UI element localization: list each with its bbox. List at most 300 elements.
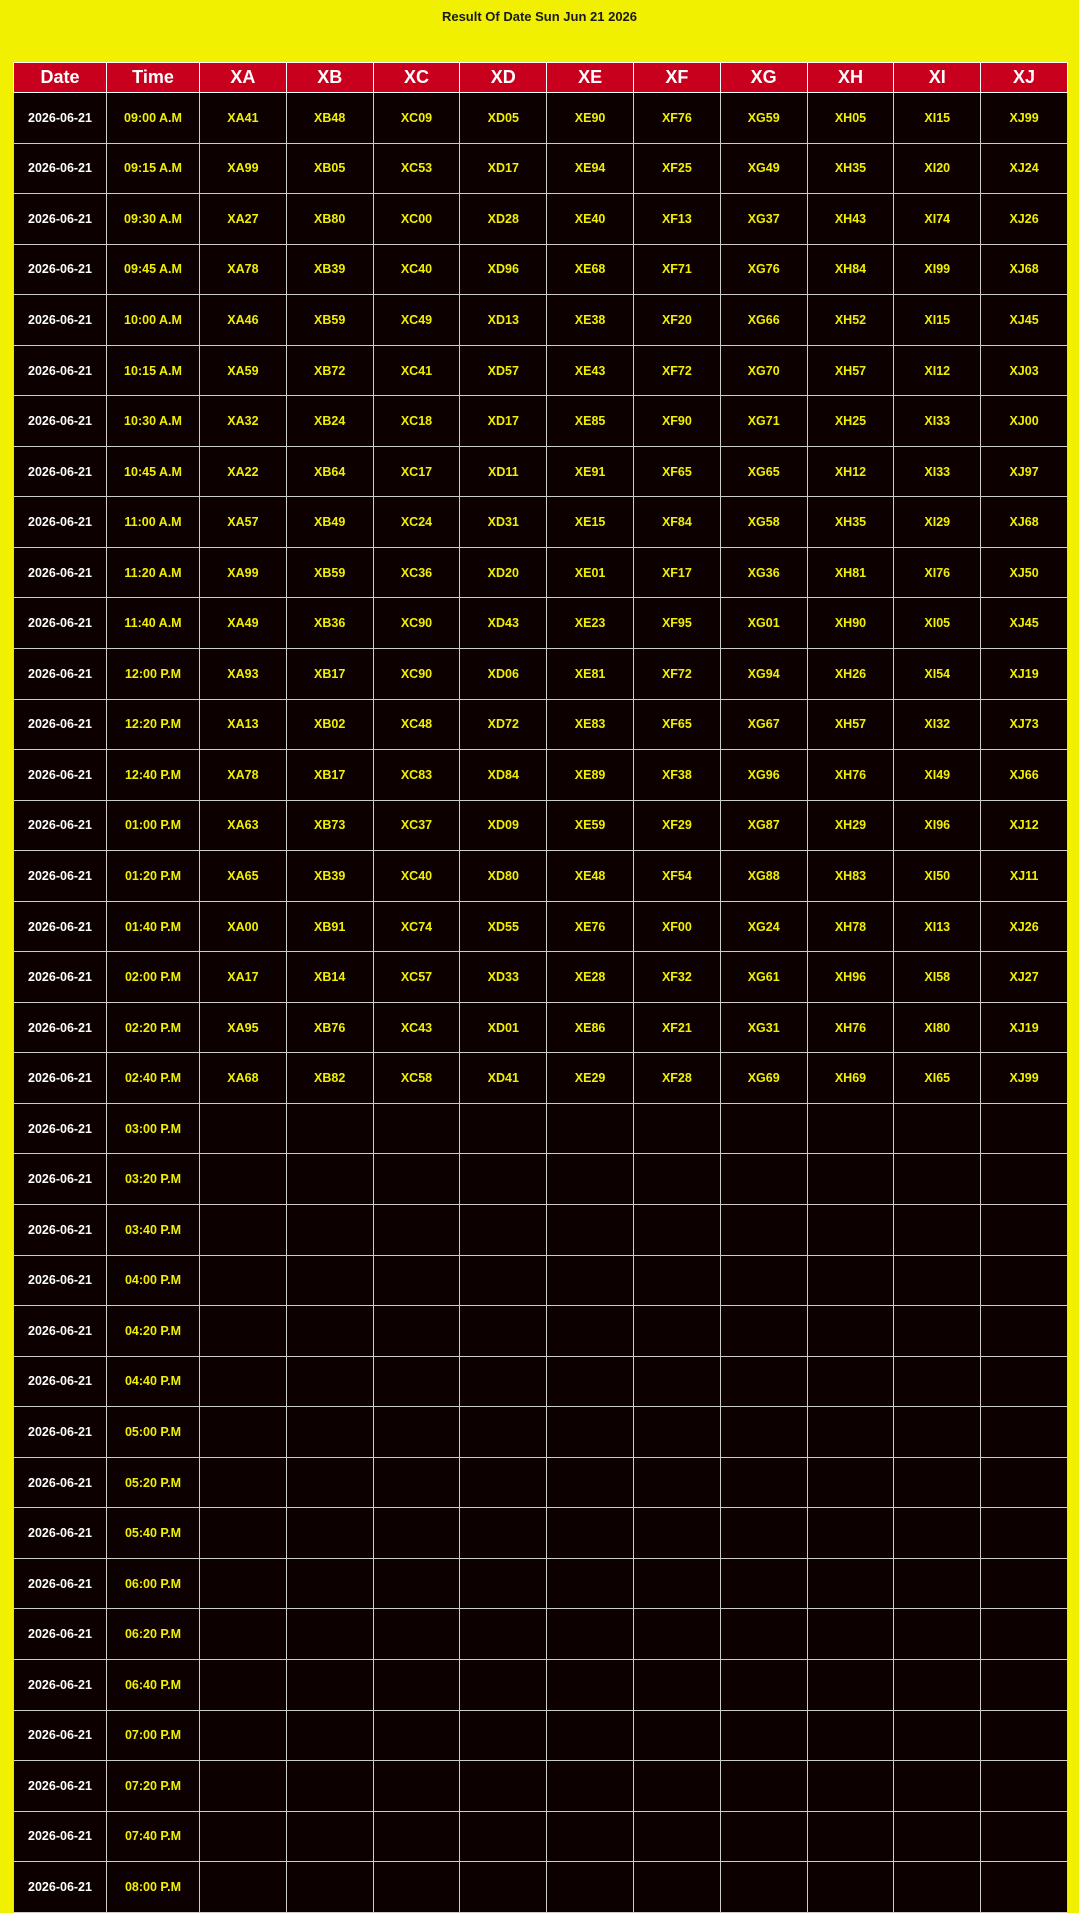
result-cell <box>460 1558 547 1609</box>
result-cell: XD33 <box>460 952 547 1003</box>
result-cell <box>200 1710 287 1761</box>
date-cell: 2026-06-21 <box>14 1255 107 1306</box>
result-cell: XC83 <box>373 750 460 801</box>
column-header-xi: XI <box>894 63 981 93</box>
result-cell: XF54 <box>633 851 720 902</box>
result-cell: XI65 <box>894 1053 981 1104</box>
result-cell <box>807 1306 894 1357</box>
result-cell: XD20 <box>460 547 547 598</box>
result-cell: XG94 <box>720 649 807 700</box>
result-cell: XB39 <box>286 244 373 295</box>
date-cell: 2026-06-21 <box>14 1558 107 1609</box>
result-cell: XG76 <box>720 244 807 295</box>
result-cell: XE23 <box>547 598 634 649</box>
result-cell: XF32 <box>633 952 720 1003</box>
result-cell: XJ24 <box>981 143 1068 194</box>
date-cell: 2026-06-21 <box>14 901 107 952</box>
result-cell <box>286 1558 373 1609</box>
result-cell: XH69 <box>807 1053 894 1104</box>
result-cell: XD57 <box>460 345 547 396</box>
result-cell <box>720 1558 807 1609</box>
date-cell: 2026-06-21 <box>14 1103 107 1154</box>
date-cell: 2026-06-21 <box>14 194 107 245</box>
date-cell: 2026-06-21 <box>14 1508 107 1559</box>
result-cell: XH96 <box>807 952 894 1003</box>
result-cell: XC49 <box>373 295 460 346</box>
result-cell: XH78 <box>807 901 894 952</box>
date-cell: 2026-06-21 <box>14 93 107 144</box>
result-cell <box>460 1255 547 1306</box>
result-cell <box>373 1710 460 1761</box>
result-cell <box>373 1508 460 1559</box>
result-cell: XB64 <box>286 446 373 497</box>
result-cell: XD96 <box>460 244 547 295</box>
result-cell <box>807 1103 894 1154</box>
time-cell: 07:00 P.M <box>107 1710 200 1761</box>
result-cell: XD55 <box>460 901 547 952</box>
result-cell: XA99 <box>200 547 287 598</box>
result-cell: XD09 <box>460 800 547 851</box>
table-row <box>14 952 1068 1003</box>
result-cell: XA22 <box>200 446 287 497</box>
result-cell <box>200 1558 287 1609</box>
table-row <box>14 1205 1068 1256</box>
result-cell <box>200 1761 287 1812</box>
result-cell: XH29 <box>807 800 894 851</box>
result-cell: XF20 <box>633 295 720 346</box>
result-cell <box>633 1659 720 1710</box>
result-cell: XH81 <box>807 547 894 598</box>
result-cell: XF29 <box>633 800 720 851</box>
table-row <box>14 1002 1068 1053</box>
result-cell: XE81 <box>547 649 634 700</box>
result-cell <box>894 1205 981 1256</box>
time-cell: 06:20 P.M <box>107 1609 200 1660</box>
result-cell: XJ50 <box>981 547 1068 598</box>
result-cell: XG87 <box>720 800 807 851</box>
result-cell <box>286 1457 373 1508</box>
result-cell <box>894 1407 981 1458</box>
table-row <box>14 1154 1068 1205</box>
date-cell: 2026-06-21 <box>14 1306 107 1357</box>
result-cell: XB91 <box>286 901 373 952</box>
result-cell <box>200 1407 287 1458</box>
result-cell <box>200 1154 287 1205</box>
result-cell: XE83 <box>547 699 634 750</box>
result-cell <box>373 1255 460 1306</box>
result-cell: XF17 <box>633 547 720 598</box>
result-cell <box>633 1761 720 1812</box>
result-cell <box>807 1508 894 1559</box>
result-cell: XG58 <box>720 497 807 548</box>
date-cell: 2026-06-21 <box>14 1407 107 1458</box>
time-cell: 03:20 P.M <box>107 1154 200 1205</box>
result-cell <box>547 1558 634 1609</box>
time-cell: 10:00 A.M <box>107 295 200 346</box>
result-cell <box>720 1761 807 1812</box>
table-row <box>14 598 1068 649</box>
time-cell: 04:40 P.M <box>107 1356 200 1407</box>
table-row <box>14 194 1068 245</box>
result-cell <box>720 1205 807 1256</box>
result-cell: XA00 <box>200 901 287 952</box>
result-cell: XE91 <box>547 446 634 497</box>
result-cell <box>633 1710 720 1761</box>
result-cell: XE94 <box>547 143 634 194</box>
date-cell: 2026-06-21 <box>14 1811 107 1862</box>
result-cell <box>286 1356 373 1407</box>
result-cell <box>373 1811 460 1862</box>
result-cell: XD01 <box>460 1002 547 1053</box>
time-cell: 10:30 A.M <box>107 396 200 447</box>
result-cell <box>286 1659 373 1710</box>
date-cell: 2026-06-21 <box>14 547 107 598</box>
result-cell: XE68 <box>547 244 634 295</box>
table-row <box>14 1457 1068 1508</box>
table-row <box>14 446 1068 497</box>
result-cell: XG70 <box>720 345 807 396</box>
result-cell: XF76 <box>633 93 720 144</box>
result-cell: XC00 <box>373 194 460 245</box>
result-cell: XE89 <box>547 750 634 801</box>
time-cell: 10:15 A.M <box>107 345 200 396</box>
date-cell: 2026-06-21 <box>14 1710 107 1761</box>
date-cell: 2026-06-21 <box>14 851 107 902</box>
result-cell: XE59 <box>547 800 634 851</box>
result-cell: XE40 <box>547 194 634 245</box>
time-cell: 03:40 P.M <box>107 1205 200 1256</box>
result-cell <box>200 1659 287 1710</box>
result-cell: XF65 <box>633 699 720 750</box>
result-cell: XF72 <box>633 649 720 700</box>
result-cell: XG71 <box>720 396 807 447</box>
result-cell <box>373 1356 460 1407</box>
result-cell: XH76 <box>807 1002 894 1053</box>
result-cell <box>200 1457 287 1508</box>
result-cell <box>286 1862 373 1913</box>
result-cell <box>547 1154 634 1205</box>
table-row <box>14 93 1068 144</box>
result-cell: XC43 <box>373 1002 460 1053</box>
result-cell: XI80 <box>894 1002 981 1053</box>
time-cell: 06:00 P.M <box>107 1558 200 1609</box>
result-cell <box>720 1457 807 1508</box>
date-cell: 2026-06-21 <box>14 952 107 1003</box>
result-cell: XA93 <box>200 649 287 700</box>
result-cell: XD06 <box>460 649 547 700</box>
time-cell: 02:40 P.M <box>107 1053 200 1104</box>
result-cell: XF65 <box>633 446 720 497</box>
time-cell: 01:40 P.M <box>107 901 200 952</box>
column-header-xd: XD <box>460 63 547 93</box>
result-cell: XE85 <box>547 396 634 447</box>
result-cell: XI33 <box>894 396 981 447</box>
result-cell: XJ11 <box>981 851 1068 902</box>
result-cell <box>720 1862 807 1913</box>
result-cell <box>460 1811 547 1862</box>
result-cell: XA27 <box>200 194 287 245</box>
result-cell: XB82 <box>286 1053 373 1104</box>
result-cell <box>460 1761 547 1812</box>
result-cell: XH57 <box>807 699 894 750</box>
result-cell: XG65 <box>720 446 807 497</box>
result-cell <box>373 1306 460 1357</box>
result-cell: XD13 <box>460 295 547 346</box>
result-cell <box>807 1407 894 1458</box>
date-cell: 2026-06-21 <box>14 1609 107 1660</box>
result-cell <box>633 1154 720 1205</box>
table-row <box>14 1407 1068 1458</box>
result-cell: XB02 <box>286 699 373 750</box>
table-header-row <box>14 63 1068 93</box>
result-cell <box>633 1508 720 1559</box>
result-cell <box>200 1811 287 1862</box>
result-cell <box>286 1710 373 1761</box>
table-row <box>14 1558 1068 1609</box>
result-cell <box>286 1154 373 1205</box>
result-cell: XJ00 <box>981 396 1068 447</box>
result-cell: XG24 <box>720 901 807 952</box>
result-cell: XF13 <box>633 194 720 245</box>
result-cell <box>981 1862 1068 1913</box>
result-cell: XC90 <box>373 649 460 700</box>
result-cell <box>200 1356 287 1407</box>
result-cell: XG31 <box>720 1002 807 1053</box>
result-cell: XA63 <box>200 800 287 851</box>
result-cell <box>633 1457 720 1508</box>
result-cell: XJ73 <box>981 699 1068 750</box>
result-cell: XI32 <box>894 699 981 750</box>
table-row <box>14 143 1068 194</box>
time-cell: 02:20 P.M <box>107 1002 200 1053</box>
result-cell <box>547 1255 634 1306</box>
result-cell: XC48 <box>373 699 460 750</box>
result-cell: XJ66 <box>981 750 1068 801</box>
table-row <box>14 295 1068 346</box>
time-cell: 03:00 P.M <box>107 1103 200 1154</box>
result-cell <box>807 1558 894 1609</box>
result-cell <box>720 1154 807 1205</box>
result-cell: XB48 <box>286 93 373 144</box>
time-cell: 12:20 P.M <box>107 699 200 750</box>
column-header-xa: XA <box>200 63 287 93</box>
result-cell <box>981 1508 1068 1559</box>
result-cell: XA99 <box>200 143 287 194</box>
result-cell <box>981 1356 1068 1407</box>
table-row <box>14 750 1068 801</box>
column-header-xc: XC <box>373 63 460 93</box>
result-cell <box>807 1659 894 1710</box>
date-cell: 2026-06-21 <box>14 244 107 295</box>
date-cell: 2026-06-21 <box>14 598 107 649</box>
result-cell: XD80 <box>460 851 547 902</box>
result-cell: XC53 <box>373 143 460 194</box>
result-cell <box>200 1862 287 1913</box>
result-cell: XI58 <box>894 952 981 1003</box>
result-cell <box>981 1811 1068 1862</box>
result-cell: XF38 <box>633 750 720 801</box>
result-cell: XA13 <box>200 699 287 750</box>
result-cell <box>633 1407 720 1458</box>
result-cell <box>981 1407 1068 1458</box>
result-cell <box>460 1508 547 1559</box>
result-cell <box>200 1205 287 1256</box>
result-cell <box>720 1255 807 1306</box>
result-cell: XF90 <box>633 396 720 447</box>
result-cell: XE76 <box>547 901 634 952</box>
result-cell <box>373 1457 460 1508</box>
result-cell: XA95 <box>200 1002 287 1053</box>
result-cell: XC41 <box>373 345 460 396</box>
result-cell: XJ27 <box>981 952 1068 1003</box>
table-row <box>14 1306 1068 1357</box>
result-cell <box>547 1508 634 1559</box>
result-cell: XI20 <box>894 143 981 194</box>
result-cell: XA78 <box>200 750 287 801</box>
result-cell: XJ45 <box>981 598 1068 649</box>
result-cell <box>547 1407 634 1458</box>
result-cell <box>460 1407 547 1458</box>
date-cell: 2026-06-21 <box>14 1862 107 1913</box>
result-cell <box>720 1407 807 1458</box>
result-cell <box>373 1558 460 1609</box>
table-row <box>14 244 1068 295</box>
result-cell <box>633 1558 720 1609</box>
result-cell: XJ26 <box>981 194 1068 245</box>
time-cell: 12:40 P.M <box>107 750 200 801</box>
time-cell: 02:00 P.M <box>107 952 200 1003</box>
table-row <box>14 1710 1068 1761</box>
result-cell <box>894 1306 981 1357</box>
result-cell <box>720 1103 807 1154</box>
date-cell: 2026-06-21 <box>14 1205 107 1256</box>
result-cell: XJ19 <box>981 1002 1068 1053</box>
result-cell <box>807 1205 894 1256</box>
date-cell: 2026-06-21 <box>14 345 107 396</box>
result-cell: XG59 <box>720 93 807 144</box>
result-cell <box>200 1255 287 1306</box>
column-header-xf: XF <box>633 63 720 93</box>
result-cell: XB39 <box>286 851 373 902</box>
result-cell <box>894 1811 981 1862</box>
result-cell <box>807 1457 894 1508</box>
result-cell: XD31 <box>460 497 547 548</box>
result-cell <box>200 1508 287 1559</box>
result-cell: XI15 <box>894 295 981 346</box>
result-cell <box>286 1811 373 1862</box>
result-cell <box>200 1103 287 1154</box>
result-cell <box>200 1306 287 1357</box>
result-cell: XJ68 <box>981 244 1068 295</box>
result-cell: XB73 <box>286 800 373 851</box>
result-cell: XF84 <box>633 497 720 548</box>
result-cell <box>547 1356 634 1407</box>
result-cell <box>981 1103 1068 1154</box>
result-cell: XH25 <box>807 396 894 447</box>
result-cell <box>981 1457 1068 1508</box>
result-cell: XD11 <box>460 446 547 497</box>
result-cell: XH57 <box>807 345 894 396</box>
result-cell <box>633 1205 720 1256</box>
result-cell <box>373 1407 460 1458</box>
result-cell: XB49 <box>286 497 373 548</box>
result-cell <box>547 1205 634 1256</box>
result-cell: XF95 <box>633 598 720 649</box>
result-cell: XC18 <box>373 396 460 447</box>
result-cell <box>981 1710 1068 1761</box>
result-cell: XH12 <box>807 446 894 497</box>
result-cell <box>547 1761 634 1812</box>
results-table <box>13 62 1068 1913</box>
result-cell <box>894 1154 981 1205</box>
column-header-xh: XH <box>807 63 894 93</box>
result-cell <box>286 1205 373 1256</box>
table-row <box>14 345 1068 396</box>
date-cell: 2026-06-21 <box>14 143 107 194</box>
result-cell <box>373 1154 460 1205</box>
result-cell <box>633 1306 720 1357</box>
result-cell <box>894 1356 981 1407</box>
time-cell: 08:00 P.M <box>107 1862 200 1913</box>
result-cell: XJ99 <box>981 93 1068 144</box>
result-cell: XG96 <box>720 750 807 801</box>
result-cell: XA68 <box>200 1053 287 1104</box>
result-cell: XJ26 <box>981 901 1068 952</box>
result-cell: XD84 <box>460 750 547 801</box>
time-cell: 09:45 A.M <box>107 244 200 295</box>
result-cell <box>981 1205 1068 1256</box>
result-cell: XH76 <box>807 750 894 801</box>
result-cell: XH84 <box>807 244 894 295</box>
time-cell: 05:40 P.M <box>107 1508 200 1559</box>
result-cell: XI54 <box>894 649 981 700</box>
result-cell <box>460 1154 547 1205</box>
time-cell: 11:00 A.M <box>107 497 200 548</box>
result-cell: XA46 <box>200 295 287 346</box>
result-cell: XG66 <box>720 295 807 346</box>
result-cell: XC17 <box>373 446 460 497</box>
result-cell: XI50 <box>894 851 981 902</box>
result-cell: XJ97 <box>981 446 1068 497</box>
table-row <box>14 1659 1068 1710</box>
time-cell: 11:40 A.M <box>107 598 200 649</box>
result-cell: XI12 <box>894 345 981 396</box>
result-cell: XE90 <box>547 93 634 144</box>
date-cell: 2026-06-21 <box>14 1761 107 1812</box>
result-cell: XC37 <box>373 800 460 851</box>
result-cell: XH05 <box>807 93 894 144</box>
result-cell <box>547 1659 634 1710</box>
result-cell <box>633 1356 720 1407</box>
result-cell <box>894 1862 981 1913</box>
result-cell <box>373 1659 460 1710</box>
date-cell: 2026-06-21 <box>14 1053 107 1104</box>
result-cell: XF21 <box>633 1002 720 1053</box>
result-cell <box>286 1609 373 1660</box>
result-cell: XJ12 <box>981 800 1068 851</box>
result-cell: XE15 <box>547 497 634 548</box>
result-cell: XC74 <box>373 901 460 952</box>
date-cell: 2026-06-21 <box>14 1457 107 1508</box>
time-cell: 01:00 P.M <box>107 800 200 851</box>
result-cell: XF28 <box>633 1053 720 1104</box>
result-cell <box>373 1205 460 1256</box>
result-cell: XE01 <box>547 547 634 598</box>
result-cell: XA59 <box>200 345 287 396</box>
result-cell: XH90 <box>807 598 894 649</box>
table-row <box>14 800 1068 851</box>
result-cell: XC36 <box>373 547 460 598</box>
